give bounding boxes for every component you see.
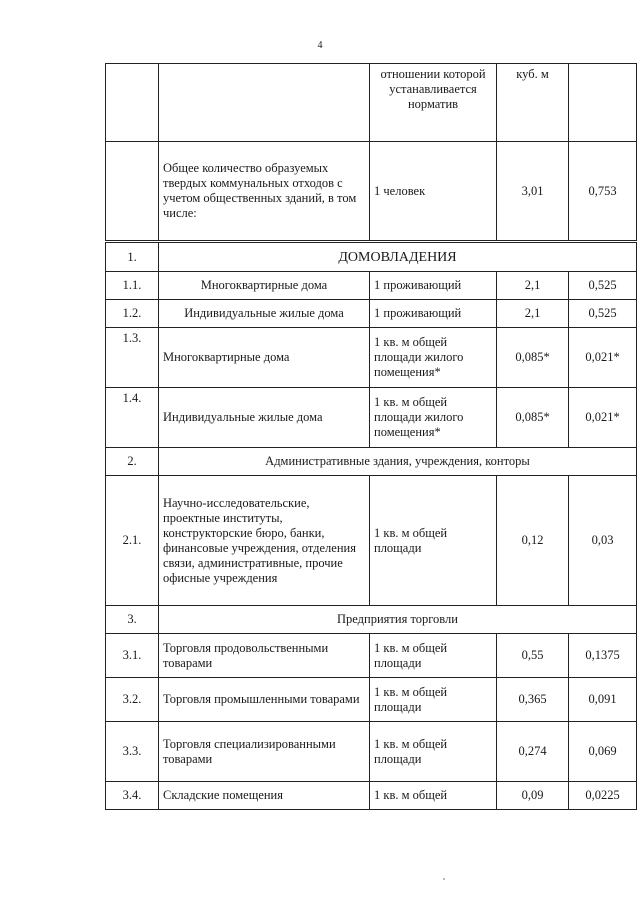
cell-value-1: 0,12 [497, 476, 569, 606]
cell-value-1: 0,09 [497, 782, 569, 810]
cell-name: Индивидуальные жилые дома [159, 300, 370, 328]
cell-unit: 1 человек [370, 142, 497, 242]
cell-num: 1.4. [106, 388, 159, 448]
cell-value-2: 0,021* [569, 388, 637, 448]
cell-num: 1.1. [106, 272, 159, 300]
cell-num: 3.1. [106, 634, 159, 678]
cell-num: 3.3. [106, 722, 159, 782]
cell-value-2: 0,021* [569, 328, 637, 388]
table-row [106, 722, 637, 782]
cell-name: Многоквартирные дома [159, 272, 370, 300]
table-row [106, 300, 637, 328]
cell-value-2: 0,753 [569, 142, 637, 242]
norms-table [105, 63, 637, 810]
cell-num [106, 64, 159, 142]
cell-name: Научно-исследовательские, проектные институты, конструкторские бюро, банки, финансовые учреждения, отделения связи, административные, прочие офисные учреждения [159, 476, 370, 606]
cell-num: 2. [106, 448, 159, 476]
cell-unit: отношении которой устанавливается норматив [370, 64, 497, 142]
section-title: ДОМОВЛАДЕНИЯ [159, 242, 637, 272]
cell-value-1: 3,01 [497, 142, 569, 242]
cell-value-1: 0,085* [497, 388, 569, 448]
cell-name [159, 64, 370, 142]
cell-unit: 1 кв. м общей площади [370, 678, 497, 722]
cell-name: Торговля промышленными товарами [159, 678, 370, 722]
cell-unit: 1 проживающий [370, 300, 497, 328]
cell-name: Индивидуальные жилые дома [159, 388, 370, 448]
cell-name: Многоквартирные дома [159, 328, 370, 388]
cell-unit: 1 кв. м общей площади [370, 634, 497, 678]
cell-name: Общее количество образуемых твердых коммунальных отходов с учетом общественных зданий, в том числе: [159, 142, 370, 242]
scan-speck [443, 878, 445, 880]
cell-num: 1.2. [106, 300, 159, 328]
cell-num [106, 142, 159, 242]
cell-value-2: 0,091 [569, 678, 637, 722]
cell-value-1: 2,1 [497, 272, 569, 300]
section-row [106, 606, 637, 634]
cell-value-2: 0,1375 [569, 634, 637, 678]
cell-value-2: 0,0225 [569, 782, 637, 810]
cell-num: 1. [106, 242, 159, 272]
section-title: Административные здания, учреждения, конторы [159, 448, 637, 476]
table-row [106, 476, 637, 606]
cell-value-1: 0,365 [497, 678, 569, 722]
cell-value-1: 0,55 [497, 634, 569, 678]
cell-num: 1.3. [106, 328, 159, 388]
cell-unit: 1 кв. м общей [370, 782, 497, 810]
cell-value-1: куб. м [497, 64, 569, 142]
table-row [106, 678, 637, 722]
section-row [106, 242, 637, 272]
cell-unit: 1 кв. м общей площади [370, 476, 497, 606]
cell-name: Складские помещения [159, 782, 370, 810]
section-title: Предприятия торговли [159, 606, 637, 634]
cell-unit: 1 кв. м общей площади жилого помещения* [370, 388, 497, 448]
cell-unit: 1 проживающий [370, 272, 497, 300]
cell-value-2: 0,069 [569, 722, 637, 782]
cell-unit: 1 кв. м общей площади жилого помещения* [370, 328, 497, 388]
cell-num: 3.2. [106, 678, 159, 722]
table-row [106, 634, 637, 678]
cell-num: 2.1. [106, 476, 159, 606]
table-row [106, 142, 637, 242]
cell-name: Торговля специализированными товарами [159, 722, 370, 782]
page-number: 4 [317, 40, 323, 51]
cell-value-2: 0,03 [569, 476, 637, 606]
cell-num: 3. [106, 606, 159, 634]
table-row [106, 328, 637, 388]
cell-value-2: 0,525 [569, 300, 637, 328]
cell-value-1: 0,274 [497, 722, 569, 782]
cell-num: 3.4. [106, 782, 159, 810]
table-row [106, 388, 637, 448]
cell-value-2: 0,525 [569, 272, 637, 300]
table-row [106, 64, 637, 142]
cell-unit: 1 кв. м общей площади [370, 722, 497, 782]
section-row [106, 448, 637, 476]
cell-value-1: 2,1 [497, 300, 569, 328]
table-row [106, 782, 637, 810]
cell-value-2 [569, 64, 637, 142]
table-row [106, 272, 637, 300]
cell-value-1: 0,085* [497, 328, 569, 388]
cell-name: Торговля продовольственными товарами [159, 634, 370, 678]
